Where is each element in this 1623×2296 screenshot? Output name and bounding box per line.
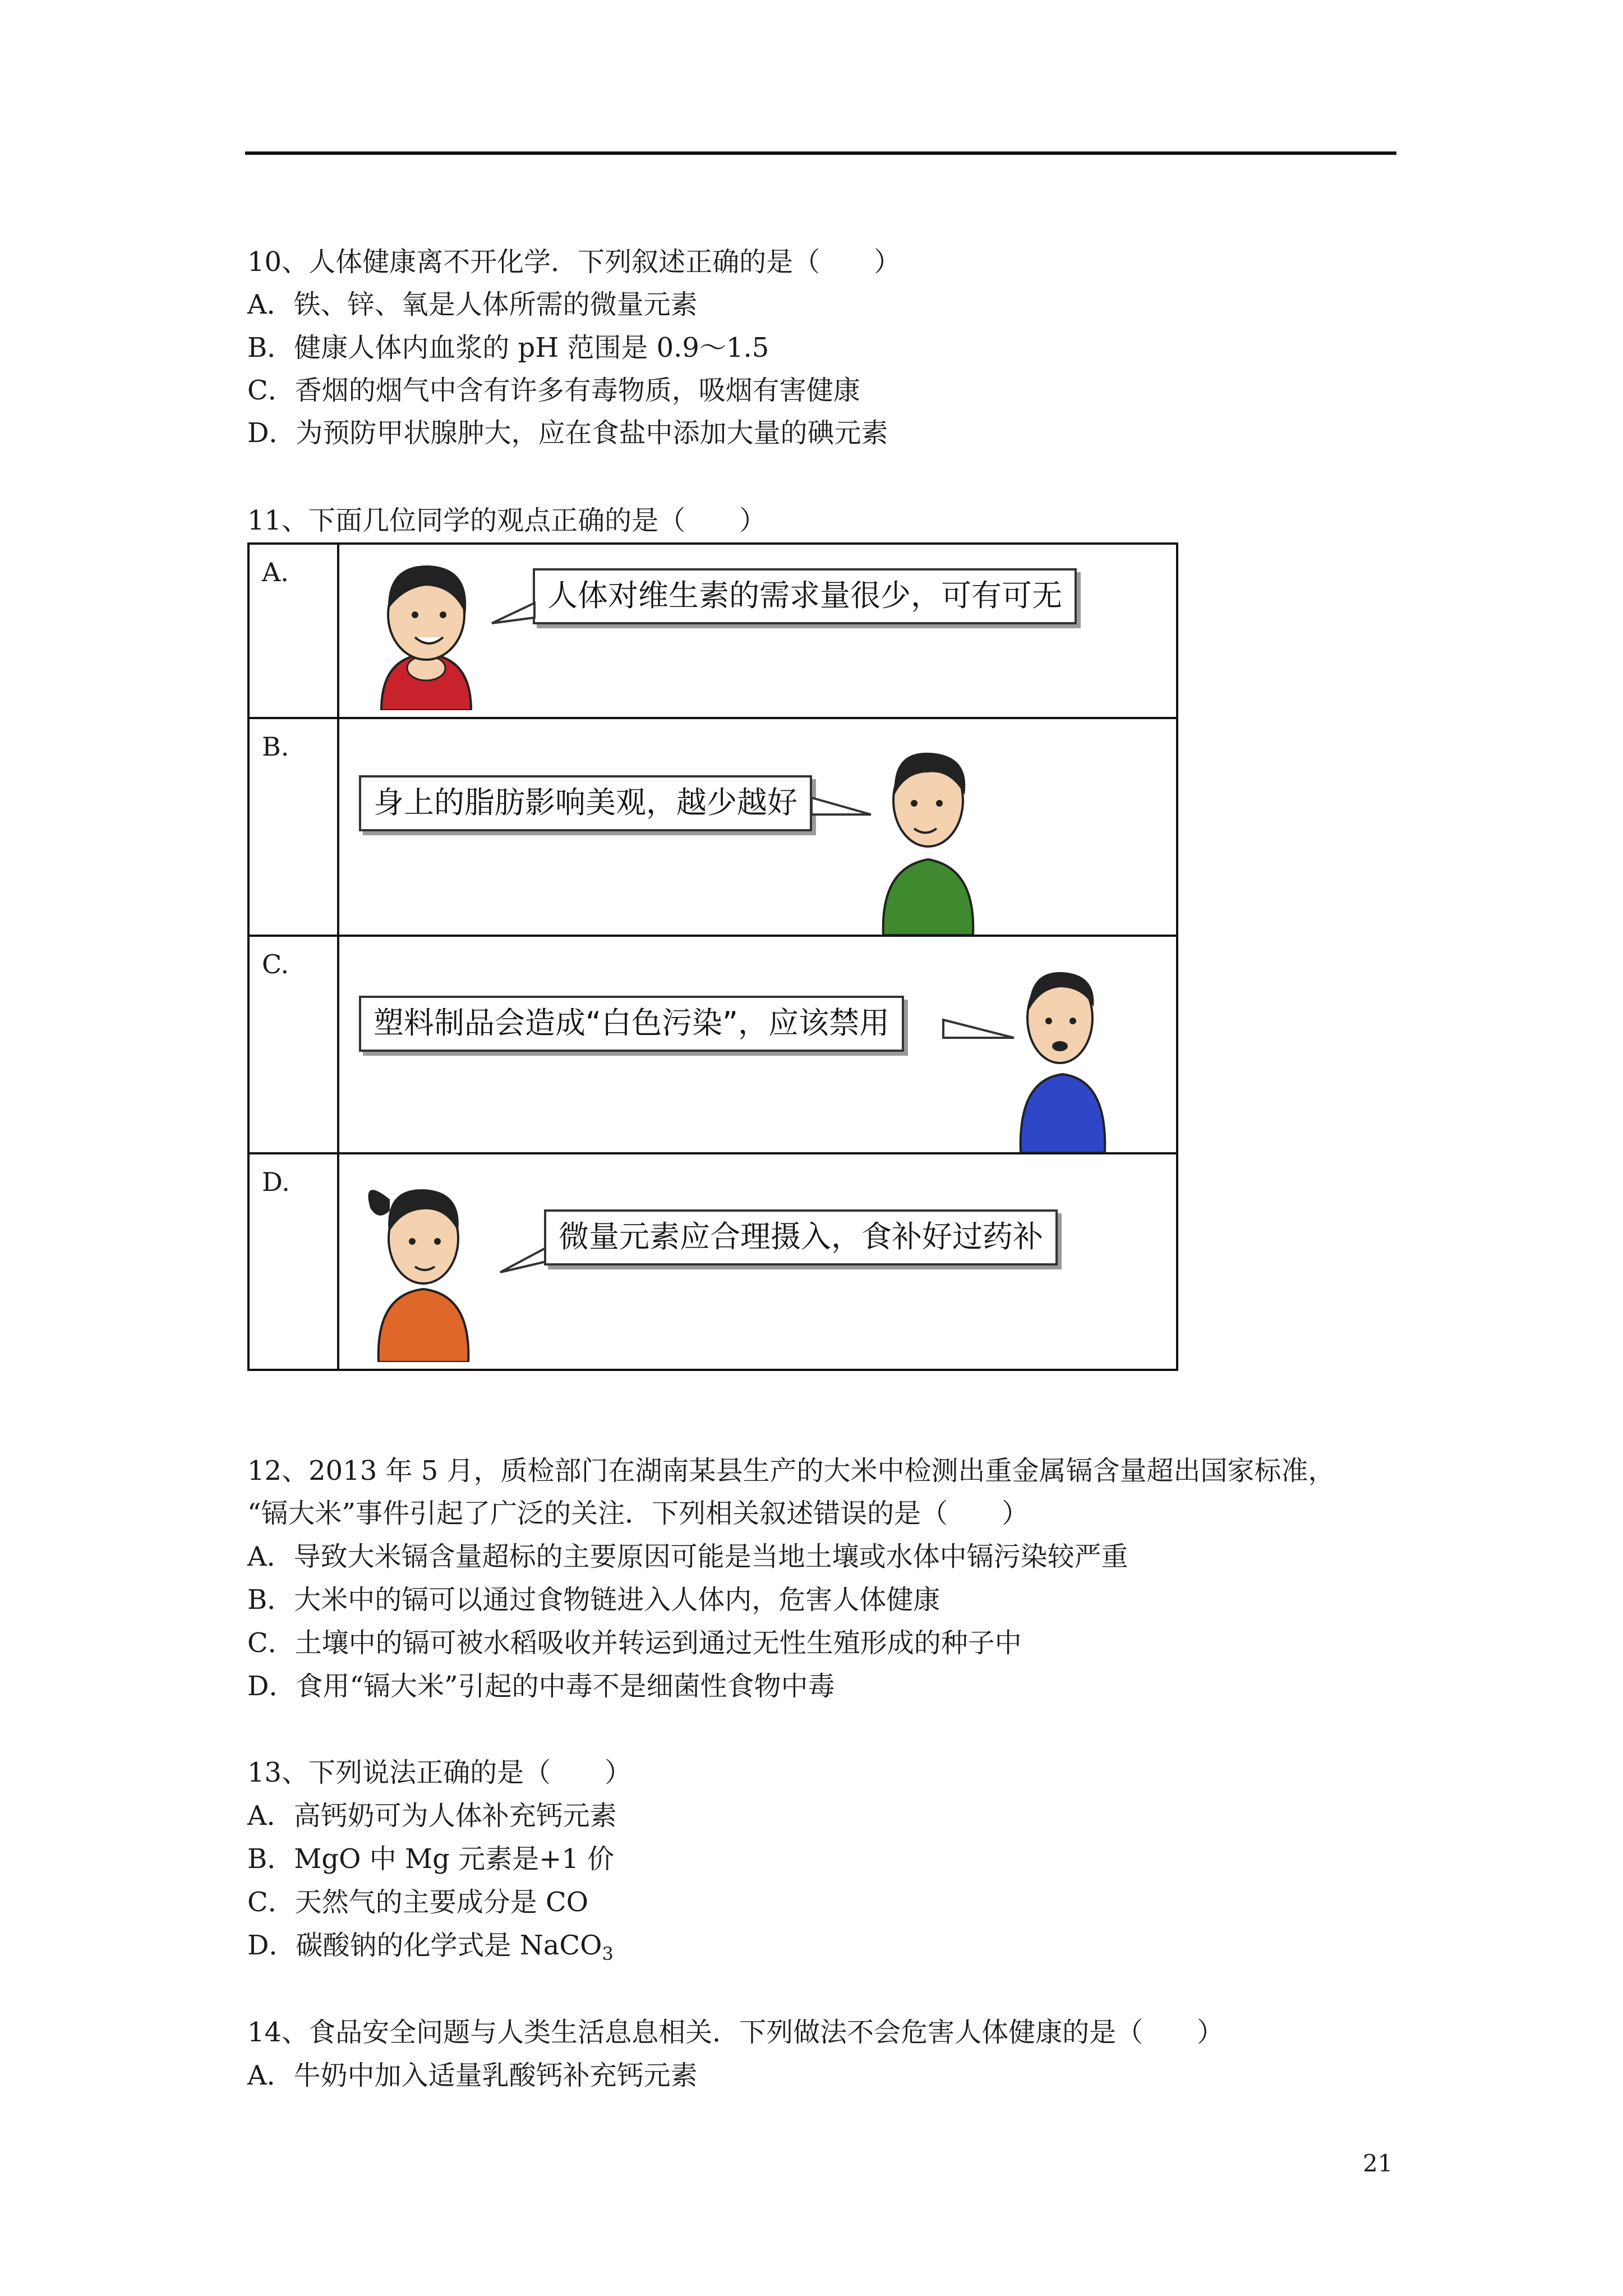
q11-row-a-label: A. — [248, 544, 338, 718]
q11-row-c-speech-bubble: 塑料制品会造成“白色污染”，应该禁用 — [359, 996, 904, 1052]
q10-option-b: B．健康人体内血浆的 pH 范围是 0.9～1.5 — [247, 332, 769, 364]
q11-stem: 11、下面几位同学的观点正确的是（ ） — [247, 505, 767, 536]
q11-row-b-speech-bubble: 身上的脂肪影响美观，越少越好 — [359, 775, 812, 831]
page-number: 21 — [1363, 2150, 1393, 2177]
q14-stem: 14、食品安全问题与人类生活息息相关．下列做法不会危害人体健康的是（ ） — [247, 2017, 1224, 2048]
q13-option-c: C．天然气的主要成分是 CO — [247, 1887, 589, 1918]
q13-option-b: B．MgO 中 Mg 元素是+1 价 — [247, 1843, 615, 1875]
q11-row-c-label: C. — [248, 936, 338, 1153]
q12-option-b: B．大米中的镉可以通过食物链进入人体内，危害人体健康 — [247, 1584, 940, 1616]
q10-option-a: A．铁、锌、氧是人体所需的微量元素 — [247, 289, 698, 320]
q12-stem-line1: 12、2013 年 5 月，质检部门在湖南某县生产的大米中检测出重金属镉含量超出国家标准， — [247, 1455, 1335, 1487]
bubble-tail-a — [491, 601, 536, 629]
boy-figure-b — [866, 739, 990, 935]
q11-row-d-picture — [338, 1153, 1177, 1370]
q11-row-c-picture — [338, 936, 1177, 1153]
q11-options-table — [247, 542, 1178, 1371]
q12-option-a: A．导致大米镉含量超标的主要原因可能是当地土壤或水体中镉污染较严重 — [247, 1541, 1128, 1572]
man-figure-c — [1007, 956, 1119, 1153]
q11-row-d-speech-bubble: 微量元素应合理摄入，食补好过药补 — [544, 1209, 1058, 1266]
q12-option-c: C．土壤中的镉可被水稻吸收并转运到通过无性生殖形成的种子中 — [247, 1627, 1022, 1659]
q11-row-b-picture — [338, 718, 1177, 936]
q10-option-c: C．香烟的烟气中含有许多有毒物质，吸烟有害健康 — [247, 375, 860, 406]
q13-option-d-subscript: 3 — [602, 1943, 614, 1964]
bubble-tail-d — [499, 1244, 550, 1278]
q10-stem: 10、人体健康离不开化学．下列叙述正确的是（ ） — [247, 246, 901, 278]
q13-option-d — [247, 1929, 614, 1971]
boy-figure-a — [359, 553, 494, 710]
q12-stem-line2: “镉大米”事件引起了广泛的关注．下列相关叙述错误的是（ ） — [247, 1498, 1029, 1529]
q13-stem: 13、下列说法正确的是（ ） — [247, 1757, 632, 1788]
header-rule — [245, 151, 1396, 155]
bubble-tail-b — [810, 792, 872, 826]
q11-row-a-speech-bubble: 人体对维生素的需求量很少，可有可无 — [533, 568, 1077, 624]
q11-row-b-label: B. — [248, 718, 338, 936]
q10-option-d: D．为预防甲状腺肿大，应在食盐中添加大量的碘元素 — [247, 417, 888, 449]
q13-option-d-text: D．碳酸钠的化学式是 NaCO — [247, 1930, 602, 1961]
q11-row-a-picture — [338, 544, 1177, 718]
q13-option-a: A．高钙奶可为人体补充钙元素 — [247, 1800, 617, 1832]
girl-figure-d — [356, 1166, 491, 1362]
q14-option-a: A．牛奶中加入适量乳酸钙补充钙元素 — [247, 2060, 698, 2091]
q12-option-d: D．食用“镉大米”引起的中毒不是细菌性食物中毒 — [247, 1671, 835, 1702]
q11-row-d-label: D. — [248, 1153, 338, 1370]
bubble-tail-c — [942, 1015, 1015, 1049]
